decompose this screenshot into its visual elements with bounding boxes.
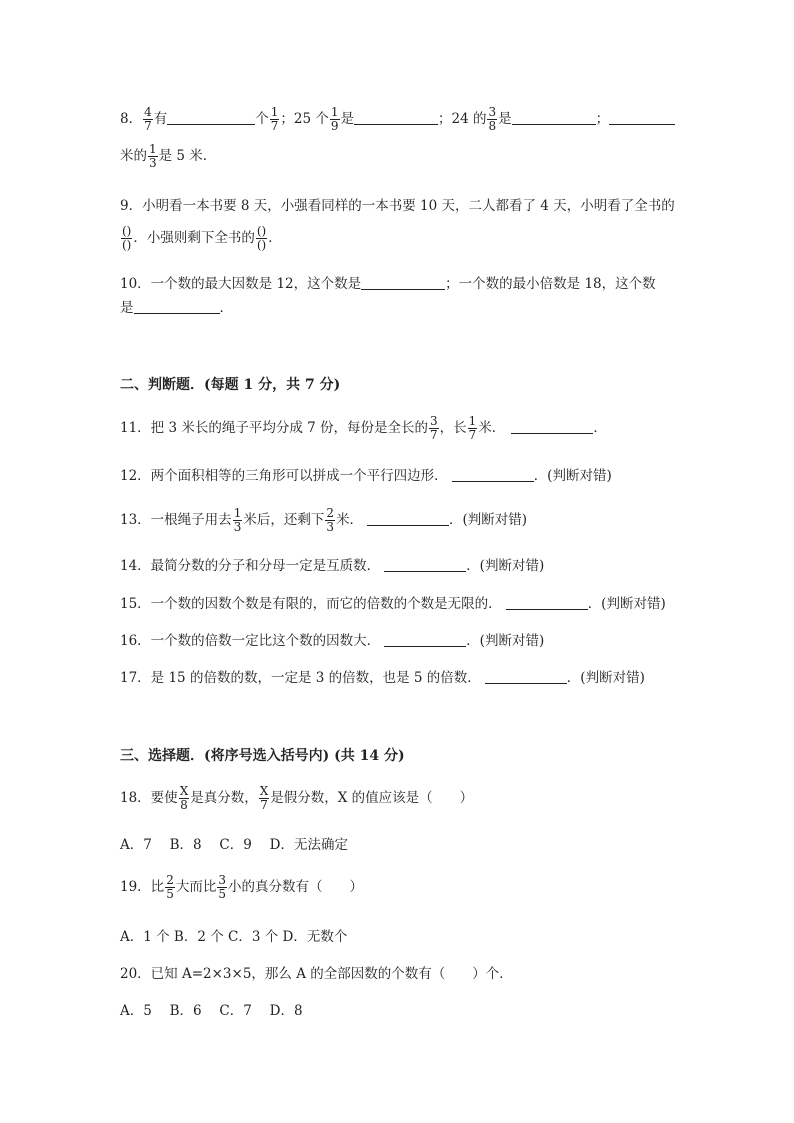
text: ；一个数的最小倍数是 18，这个数 <box>445 276 656 292</box>
text: ．(判断对错) <box>466 558 545 574</box>
question-12 <box>120 456 612 496</box>
fraction <box>165 874 175 900</box>
fraction <box>148 143 158 169</box>
numerator: () <box>122 224 132 239</box>
text: ． <box>593 420 607 436</box>
answer-blank[interactable] <box>367 511 449 526</box>
text: 10．一个数的最大因数是 12，这个数是 <box>120 276 362 292</box>
text: 15．一个数的因数个数是有限的，而它的倍数的个数是无限的． <box>120 596 502 612</box>
answer-blank[interactable] <box>511 419 593 434</box>
denominator: () <box>122 238 132 252</box>
question-19-options <box>120 917 347 957</box>
text: ； <box>595 111 610 127</box>
question-16 <box>120 621 544 661</box>
text: 是假分数，X 的值应该是（ ） <box>270 790 474 806</box>
text: ．(判断对错) <box>448 512 528 528</box>
text: ；24 的 <box>438 111 487 127</box>
text: ；25 个 <box>280 111 329 127</box>
text: 米后，还剩下 <box>243 512 325 528</box>
answer-blank[interactable] <box>452 467 534 482</box>
numerator: 2 <box>166 873 174 888</box>
text: 是 <box>340 111 354 127</box>
numerator: 1 <box>270 105 279 120</box>
denominator: 3 <box>233 520 242 534</box>
numerator: 1 <box>149 142 157 157</box>
question-20-options <box>120 991 303 1031</box>
fraction <box>259 785 270 811</box>
text: 米的 <box>120 148 147 164</box>
denominator: 7 <box>430 428 438 442</box>
text: 19．比 <box>120 879 165 895</box>
denominator: 7 <box>144 119 152 133</box>
text: 17．是 15 的倍数的数，一定是 3 的倍数，也是 5 的倍数． <box>120 670 481 686</box>
denominator: 3 <box>326 520 334 534</box>
text: ． <box>268 230 282 246</box>
denominator: 3 <box>149 156 157 170</box>
denominator: 7 <box>468 428 477 442</box>
fraction <box>487 106 497 132</box>
text: 是 <box>498 111 512 127</box>
fraction <box>468 415 478 441</box>
text: 个 <box>255 111 269 127</box>
text: 米． <box>335 512 363 528</box>
fraction <box>121 225 132 251</box>
question-19 <box>120 867 363 907</box>
text: ．(判断对错) <box>533 468 612 484</box>
question-8-line-1 <box>120 99 675 139</box>
answer-blank[interactable] <box>512 110 596 125</box>
denominator: 7 <box>270 119 279 133</box>
question-number: 8． <box>120 111 143 127</box>
text: 米． <box>478 420 506 436</box>
fraction <box>429 415 439 441</box>
fraction <box>270 106 280 132</box>
fraction <box>256 225 267 251</box>
fraction <box>233 507 243 533</box>
answer-options: A．1 个 B．2 个 C．3 个 D．无数个 <box>120 929 348 945</box>
numerator: 1 <box>330 105 339 120</box>
answer-blank[interactable] <box>609 110 675 125</box>
answer-blank[interactable] <box>354 110 438 125</box>
numerator: 1 <box>233 506 242 521</box>
text: ．(判断对错) <box>587 596 666 612</box>
text: 有 <box>153 111 168 127</box>
text: ．(判断对错) <box>466 633 545 649</box>
section-title: 三、选择题．(将序号选入括号内) (共 14 分) <box>120 748 405 764</box>
question-10-line-2 <box>120 288 233 328</box>
denominator: 5 <box>218 887 226 901</box>
denominator: () <box>256 238 267 252</box>
section-title: 二、判断题．(每题 1 分，共 7 分) <box>120 377 341 393</box>
question-17 <box>120 658 645 698</box>
answer-blank[interactable] <box>384 557 466 572</box>
question-9-line-2 <box>120 218 282 258</box>
question-13 <box>120 500 527 540</box>
question-8-line-2 <box>120 136 216 176</box>
text: 20．已知 A=2×3×5，那么 A 的全部因数的个数有（ ）个． <box>120 966 513 982</box>
text: 9．小明看一本书要 8 天，小强看同样的一本书要 10 天，二人都看了 4 天，小明看了全书的 <box>120 198 675 214</box>
answer-blank[interactable] <box>506 595 588 610</box>
answer-blank[interactable] <box>134 299 220 314</box>
text: 12．两个面积相等的三角形可以拼成一个平行四边形． <box>120 468 448 484</box>
numerator: 3 <box>430 414 438 429</box>
question-18 <box>120 778 473 818</box>
numerator: 3 <box>488 105 497 120</box>
text: 是 <box>120 300 134 316</box>
denominator: 8 <box>488 119 497 133</box>
numerator: 1 <box>468 414 477 429</box>
fraction <box>330 106 340 132</box>
text: 大而比 <box>175 879 217 895</box>
text: 13．一根绳子用去 <box>120 512 232 528</box>
fraction <box>325 507 335 533</box>
question-18-options <box>120 825 348 865</box>
denominator: 7 <box>260 798 268 812</box>
denominator: 9 <box>330 119 339 133</box>
numerator: X <box>179 784 189 799</box>
text: ．小强则剩下全书的 <box>133 230 255 246</box>
numerator: 4 <box>144 105 152 120</box>
text: 16．一个数的倍数一定比这个数的因数大． <box>120 633 381 649</box>
answer-blank[interactable] <box>361 275 445 290</box>
text: 14．最简分数的分子和分母一定是互质数． <box>120 558 381 574</box>
text: ． <box>219 300 233 316</box>
answer-blank[interactable] <box>485 669 567 684</box>
numerator: 2 <box>326 506 334 521</box>
denominator: 5 <box>166 887 174 901</box>
question-20 <box>120 954 513 994</box>
numerator: () <box>256 224 267 239</box>
numerator: X <box>259 784 269 799</box>
answer-blank[interactable] <box>167 110 255 125</box>
text: ，长 <box>439 420 467 436</box>
text: 11．把 3 米长的绳子平均分成 7 份，每份是全长的 <box>120 420 429 436</box>
text: 小的真分数有（ ） <box>227 879 363 895</box>
fraction <box>217 874 227 900</box>
text: 是真分数， <box>190 790 258 806</box>
fraction <box>179 785 190 811</box>
text: 18．要使 <box>120 790 178 806</box>
text: ．(判断对错) <box>566 670 645 686</box>
text: 是 5 米． <box>158 148 217 164</box>
denominator: 8 <box>180 798 188 812</box>
fraction <box>143 106 153 132</box>
question-15 <box>120 584 666 624</box>
answer-options: A．5 B．6 C．7 D．8 <box>120 1003 303 1019</box>
numerator: 3 <box>218 873 226 888</box>
answer-options: A．7 B．8 C．9 D．无法确定 <box>120 837 348 853</box>
question-14 <box>120 546 544 586</box>
answer-blank[interactable] <box>384 632 466 647</box>
question-11 <box>120 408 607 448</box>
